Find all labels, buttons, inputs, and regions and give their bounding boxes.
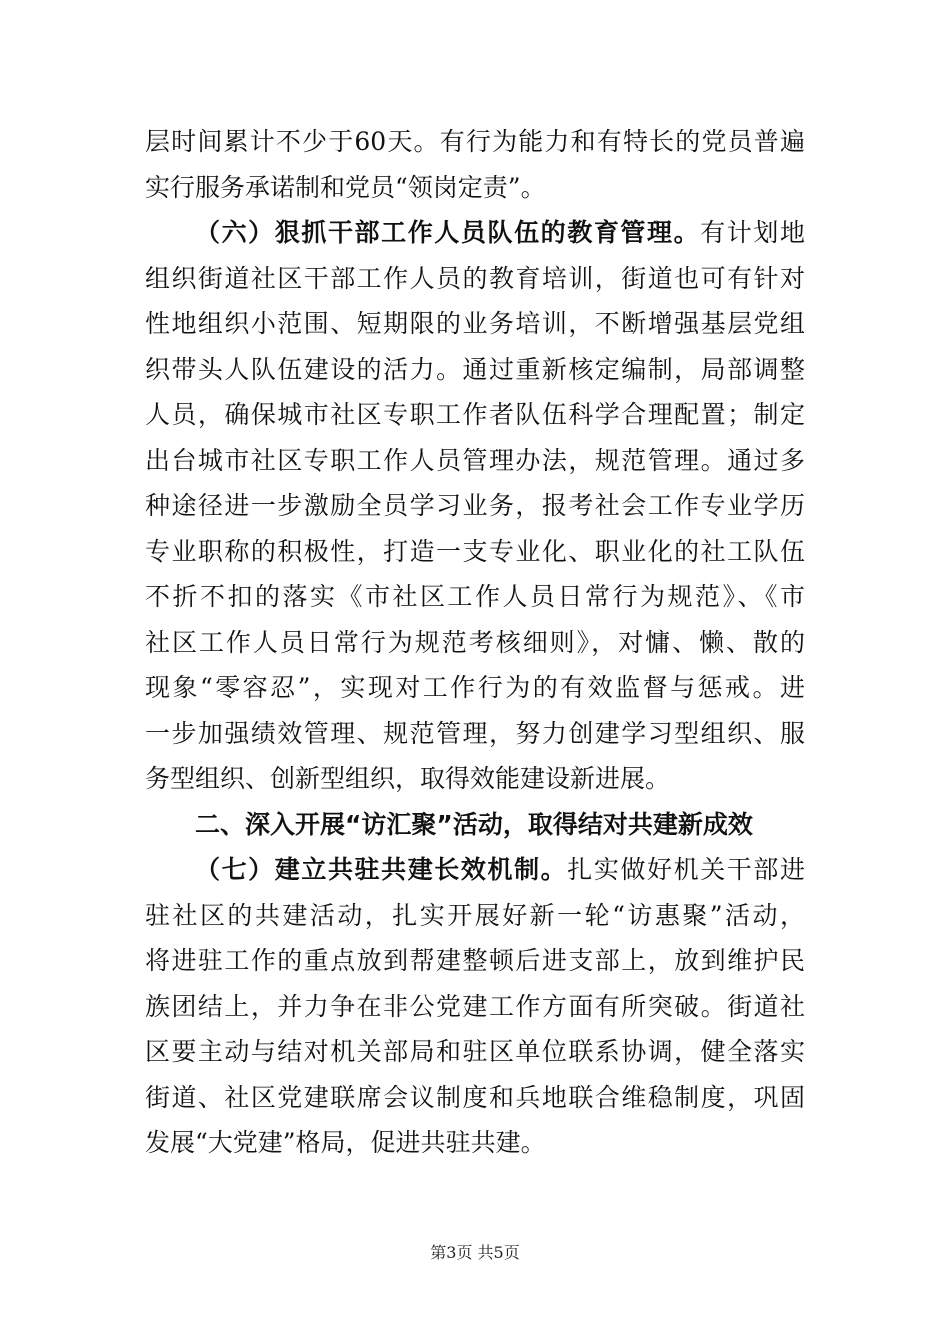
section-heading: 二、深入开展“访汇聚”活动，取得结对共建新成效 bbox=[195, 810, 753, 839]
page-number-footer: 第3页 共5页 bbox=[430, 1243, 520, 1262]
paragraph-line: 街道、社区党建联席会议制度和兵地联合维稳制度，巩固 bbox=[145, 1083, 805, 1112]
paragraph-line: 实行服务承诺制和党员“领岗定责”。 bbox=[145, 173, 546, 202]
paragraph-line: 将进驻工作的重点放到帮建整顿后进支部上，放到维护民 bbox=[145, 946, 805, 975]
paragraph-text: 有计划地 bbox=[700, 218, 805, 247]
paragraph-line: 组织街道社区干部工作人员的教育培训，街道也可有针对 bbox=[145, 264, 805, 293]
paragraph-line: 性地组织小范围、短期限的业务培训，不断增强基层党组 bbox=[145, 309, 805, 338]
paragraph-first-line bbox=[195, 855, 805, 885]
paragraph-line: 务型组织、创新型组织，取得效能建设新进展。 bbox=[145, 764, 671, 793]
subsection-heading: （六）狠抓干部工作人员队伍的教育管理。 bbox=[195, 218, 701, 247]
paragraph-line: 出台城市社区专职工作人员管理办法，规范管理。通过多 bbox=[145, 446, 805, 475]
subsection-heading: （七）建立共驻共建长效机制。 bbox=[195, 855, 568, 884]
paragraph-line: 现象“零容忍”，实现对工作行为的有效监督与惩戒。进 bbox=[145, 673, 805, 702]
paragraph-line: 层时间累计不少于60天。有行为能力和有特长的党员普遍 bbox=[145, 127, 805, 156]
paragraph-line: 人员，确保城市社区专职工作者队伍科学合理配置；制定 bbox=[145, 400, 805, 429]
paragraph-text: 扎实做好机关干部进 bbox=[567, 855, 805, 884]
paragraph-line: 种途径进一步激励全员学习业务，报考社会工作专业学历 bbox=[145, 491, 805, 520]
paragraph-line: 一步加强绩效管理、规范管理，努力创建学习型组织、服 bbox=[145, 719, 805, 748]
paragraph-line: 区要主动与结对机关部局和驻区单位联系协调，健全落实 bbox=[145, 1037, 805, 1066]
paragraph-line: 发展“大党建”格局，促进共驻共建。 bbox=[145, 1128, 546, 1157]
paragraph-line: 专业职称的积极性，打造一支专业化、职业化的社工队伍 bbox=[145, 537, 805, 566]
paragraph-line: 社区工作人员日常行为规范考核细则》，对慵、懒、散的 bbox=[145, 628, 805, 657]
paragraph-line: 不折不扣的落实《市社区工作人员日常行为规范》、《市 bbox=[145, 582, 805, 611]
paragraph-line: 驻社区的共建活动，扎实开展好新一轮“访惠聚”活动， bbox=[145, 901, 805, 930]
paragraph-line: 族团结上，并力争在非公党建工作方面有所突破。街道社 bbox=[145, 992, 805, 1021]
paragraph-line: 织带头人队伍建设的活力。通过重新核定编制，局部调整 bbox=[145, 355, 805, 384]
paragraph-first-line bbox=[195, 218, 805, 248]
